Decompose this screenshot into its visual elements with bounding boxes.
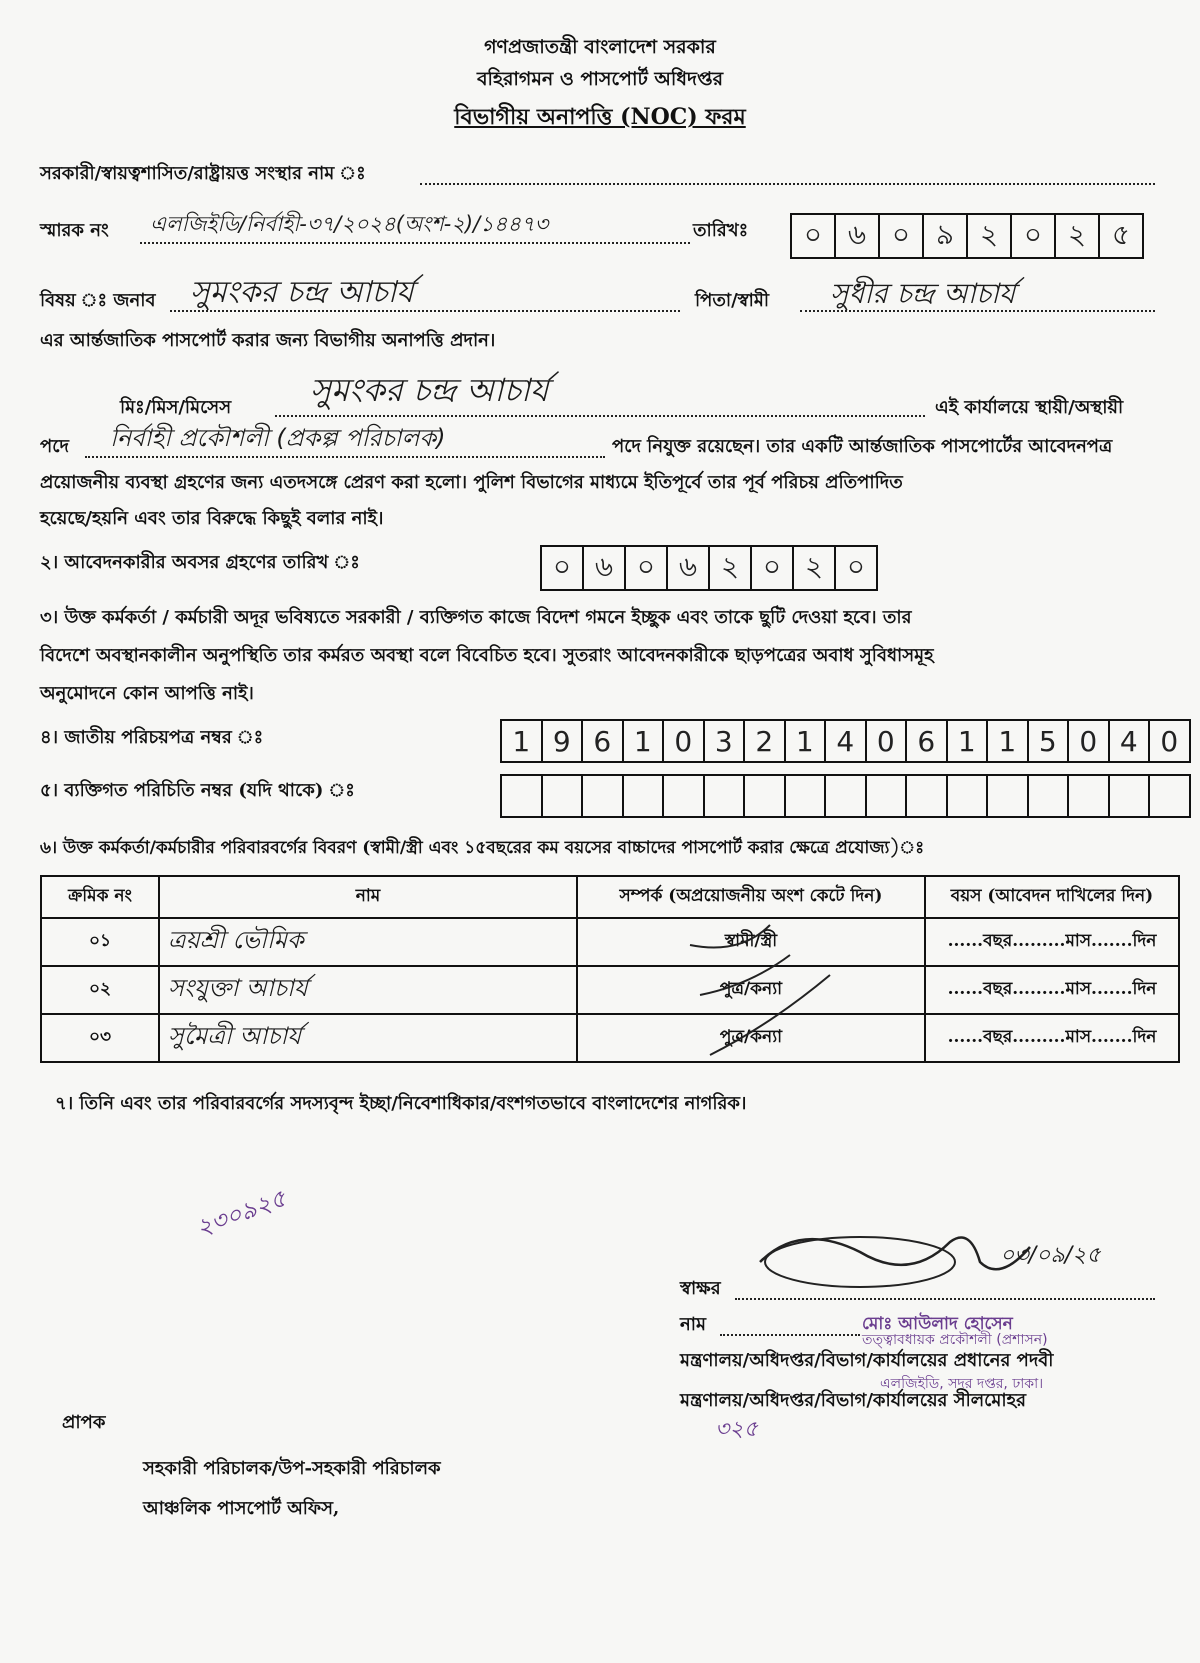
pin-digit-box (502, 776, 543, 816)
row-serial: ০১ (41, 918, 159, 966)
pin-digit-box (988, 776, 1029, 816)
date-digit-box: ২ (1056, 215, 1100, 257)
recipient-line2: আঞ্চলিক পাসপোর্ট অফিস, (143, 1498, 340, 1519)
seal-label: মন্ত্রণালয়/অধিদপ্তর/বিভাগ/কার্যালয়ের সীলমোহর (680, 1390, 1026, 1411)
row-serial: ০২ (41, 966, 159, 1014)
subject-tail: এর আর্ন্তজাতিক পাসপোর্ট করার জন্য বিভাগীয় অনাপত্তি প্রদান। (40, 330, 496, 351)
relation-checkmarks (680, 915, 840, 1065)
recipient-label: প্রাপক (62, 1412, 106, 1433)
stamp-name: মোঃ আউলাদ হোসেন (862, 1314, 1013, 1334)
name-label: নাম (680, 1314, 706, 1335)
para1-line2-tail: পদে নিযুক্ত রয়েছেন। তার একটি আর্ন্তজাতিক পাসপোর্টের আবেদনপত্র (612, 436, 1113, 457)
sign-dotted-line (735, 1298, 1155, 1300)
item3-line1: ৩। উক্ত কর্মকর্তা / কর্মচারী অদূর ভবিষ্যতে সরকারী / ব্যক্তিগত কাজে বিদেশ গমনে ইচ্ছুক এবং তাকে ছুটি দেওয়া হবে। তার (40, 607, 912, 628)
nid-digit-box: 9 (543, 721, 584, 761)
pin-digit-box (1110, 776, 1151, 816)
row-relation: পুত্র/কন্যা (577, 966, 925, 1014)
pin-digit-box (745, 776, 786, 816)
table-row (41, 966, 1179, 1014)
nid-digit-box: 0 (867, 721, 908, 761)
designation-label: মন্ত্রণালয়/অধিদপ্তর/বিভাগ/কার্যালয়ের প্রধানের পদবী (680, 1350, 1054, 1371)
row-age: ......বছর.........মাস.......দিন (925, 966, 1179, 1014)
pin-digit-box (1069, 776, 1110, 816)
date-digit-box: ৫ (1111, 217, 1131, 251)
nid-digit-box: 5 (1029, 721, 1070, 761)
table-row (41, 1014, 1179, 1062)
row-name: সংযুক্তা আচার্য (159, 966, 577, 1014)
family-table (40, 875, 1180, 1063)
family-label: ৬। উক্ত কর্মকর্তা/কর্মচারীর পরিবারবর্গের বিবরণ (স্বামী/স্ত্রী এবং ১৫বছরের কম বয়সের বাচ্চাদের পাসপোর্ট করার ক্ষেত্রে প্রযোজ্য)ঃ (40, 838, 925, 858)
pin-digit-box (1029, 776, 1070, 816)
nid-boxes (500, 719, 1191, 763)
stamp-org: এলজিইডি, সদর দপ্তর, ঢাকা। (880, 1376, 1044, 1392)
pin-digit-box (543, 776, 584, 816)
father-label: পিতা/স্বামী (695, 290, 769, 311)
nid-digit-box: 2 (745, 721, 786, 761)
date-label: তারিখঃ (693, 220, 749, 241)
row-relation: পুত্র/কন্যা (577, 1014, 925, 1062)
nid-digit-box: 1 (786, 721, 827, 761)
subject-name-handwritten: সুমংকর চন্দ্র আচার্য (190, 275, 414, 310)
table-row (41, 918, 1179, 966)
nid-digit-box: 1 (948, 721, 989, 761)
pin-digit-box (1150, 776, 1189, 816)
retirement-date-label: ২। আবেদনকারীর অবসর গ্রহণের তারিখ ঃ (40, 552, 360, 573)
pin-digit-box (907, 776, 948, 816)
sign-label: স্বাক্ষর (680, 1278, 721, 1299)
para1-suffix: এই কার্যালয়ে স্থায়ী/অস্থায়ী (935, 397, 1124, 418)
para1-line4: হয়েছে/হয়নি এবং তার বিরুদ্ধে কিছুই বলার নাই। (40, 508, 384, 529)
subject-label: বিষয় ঃ জনাব (40, 290, 156, 311)
post-handwritten: নির্বাহী প্রকৌশলী (প্রকল্প পরিচালক) (110, 424, 446, 452)
col-relation: সম্পর্ক (অপ্রয়োজনীয় অংশ কেটে দিন) (577, 876, 925, 918)
para1-prefix: মিঃ/মিস/মিসেস (120, 397, 232, 418)
pin-digit-box (705, 776, 746, 816)
para1-line3: প্রয়োজনীয় ব্যবস্থা গ্রহণের জন্য এতদসঙ্গে প্রেরণ করা হলো। পুলিশ বিভাগের মাধ্যমে ইতিপূর্বে তার পূর্ব পরিচয় প্রতিপাদিত (40, 472, 903, 493)
recipient-line1: সহকারী পরিচালক/উপ-সহকারী পরিচালক (143, 1458, 441, 1479)
col-name: নাম (159, 876, 577, 918)
para1-name-handwritten: সুমংকর চন্দ্র আচার্য (310, 371, 549, 409)
post-label: পদে (40, 436, 69, 457)
govt-header: গণপ্রজাতন্ত্রী বাংলাদেশ সরকার (484, 36, 716, 58)
retirement-digit-box: ০ (752, 547, 794, 589)
item3-line3: অনুমোদনে কোন আপত্তি নাই। (40, 683, 254, 704)
col-serial: ক্রমিক নং (41, 876, 159, 918)
retirement-digit-box: ২ (710, 547, 752, 589)
date-digit-box: ২ (968, 215, 1012, 257)
col-age: বয়স (আবেদন দাখিলের দিন) (925, 876, 1179, 918)
item3-line2: বিদেশে অবস্থানকালীন অনুপস্থিতি তার কর্মরত অবস্থা বলে বিবেচিত হবে। সুতরাং আবেদনকারীকে ছাড়পত্রের অবাধ সুবিধাসমূহ (40, 645, 934, 666)
row-relation: স্বামী/স্ত্রী (577, 918, 925, 966)
date-digit-box: ০ (1012, 215, 1056, 257)
nid-digit-box: 1 (988, 721, 1029, 761)
margin-note: ২৩০৯২৫ (192, 1183, 290, 1243)
date-boxes (790, 213, 1144, 259)
row-name: ত্রয়শ্রী ভৌমিক (159, 918, 577, 966)
stamp-title: তত্ত্বাবধায়ক প্রকৌশলী (প্রশাসন) (862, 1332, 1048, 1348)
nid-digit-box: 6 (583, 721, 624, 761)
nid-digit-box: 0 (664, 721, 705, 761)
nid-digit-box: 0 (1160, 724, 1179, 758)
retirement-digit-box: ০ (542, 547, 584, 589)
pin-digit-box (583, 776, 624, 816)
pin-digit-box (624, 776, 665, 816)
name-dotted-line (720, 1334, 860, 1336)
date-digit-box: ০ (792, 215, 836, 257)
retirement-digit-box: ৬ (584, 547, 626, 589)
pin-label: ৫। ব্যক্তিগত পরিচিতি নম্বর (যদি থাকে) ঃ (40, 780, 355, 801)
family-table-header (41, 876, 1179, 918)
retirement-digit-box: ০ (626, 547, 668, 589)
father-name-handwritten: সুধীর চন্দ্র আচার্য (830, 277, 1016, 310)
signature-date: ০৩/০৯/২৫ (1000, 1243, 1101, 1268)
nid-digit-box: 1 (502, 721, 543, 761)
pin-digit-box (664, 776, 705, 816)
memo-label: স্মারক নং (40, 220, 109, 241)
row-serial: ০৩ (41, 1014, 159, 1062)
retirement-digit-box: ২ (794, 547, 836, 589)
pin-digit-box (948, 776, 989, 816)
pin-digit-box (786, 776, 827, 816)
nid-digit-box: 4 (826, 721, 867, 761)
row-age: ......বছর.........মাস.......দিন (925, 918, 1179, 966)
form-title: বিভাগীয় অনাপত্তি (NOC) ফরম (454, 104, 746, 130)
nid-label: ৪। জাতীয় পরিচয়পত্র নম্বর ঃ (40, 727, 264, 748)
row-name: সুমৈত্রী আচার্য (159, 1014, 577, 1062)
initial-mark: ৩২৫ (715, 1417, 758, 1442)
nid-digit-box: 4 (1110, 721, 1151, 761)
nid-digit-box: 0 (1069, 721, 1110, 761)
date-digit-box: ৬ (836, 215, 880, 257)
retirement-digit-box: ৬ (668, 547, 710, 589)
department-header: বহিরাগমন ও পাসপোর্ট অধিদপ্তর (476, 68, 724, 90)
row-age: ......বছর.........মাস.......দিন (925, 1014, 1179, 1062)
pin-digit-box (867, 776, 908, 816)
nid-digit-box: 6 (907, 721, 948, 761)
retirement-digit-box: ০ (846, 549, 866, 583)
pin-digit-box (826, 776, 867, 816)
date-digit-box: ০ (880, 215, 924, 257)
nid-digit-box: 1 (624, 721, 665, 761)
citizenship-statement: ৭। তিনি এবং তার পরিবারবর্গের সদস্যবৃন্দ ইচ্ছা/নিবেশাধিকার/বংশগতভাবে বাংলাদেশের নাগরিক। (55, 1093, 747, 1114)
pin-boxes (500, 774, 1191, 818)
memo-handwritten: এলজিইডি/নির্বাহী-৩৭/২০২৪(অংশ-২)/১৪৪৭৩ (150, 212, 549, 236)
nid-digit-box: 3 (705, 721, 746, 761)
org-label: সরকারী/স্বায়ত্বশাসিত/রাষ্ট্রায়ত্ত সংস্থার নাম ঃ (40, 163, 366, 184)
org-dotted-line (420, 183, 1155, 185)
retirement-date-boxes (540, 545, 878, 591)
date-digit-box: ৯ (924, 215, 968, 257)
